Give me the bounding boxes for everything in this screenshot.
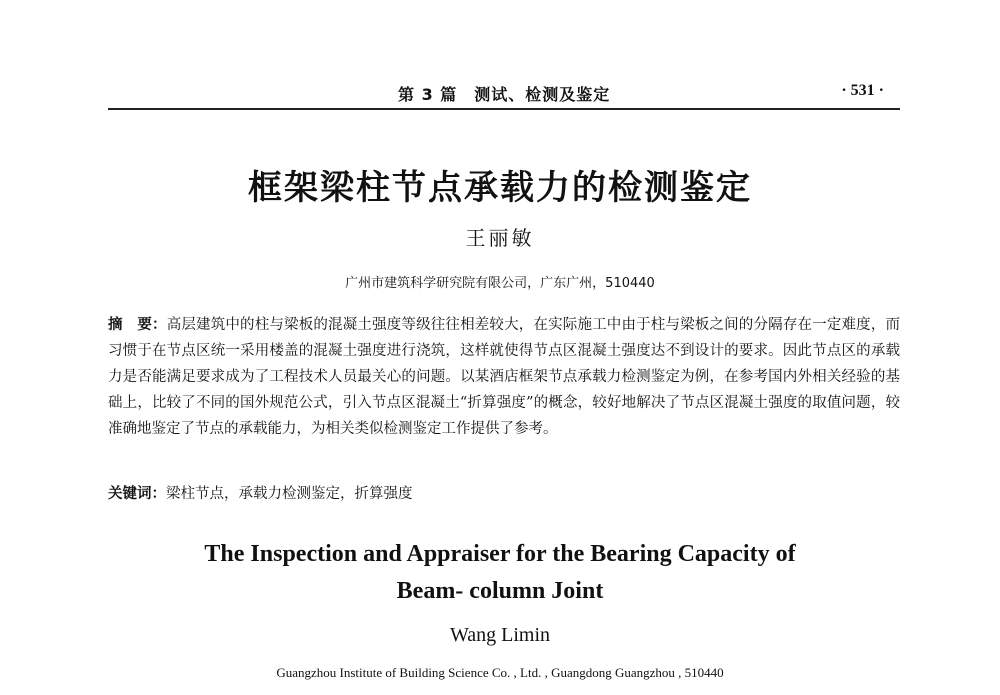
abstract-label: 摘 要： bbox=[108, 317, 167, 333]
keywords-text: 梁柱节点，承载力检测鉴定，折算强度 bbox=[166, 486, 413, 502]
paper-title-english bbox=[0, 536, 1000, 610]
keywords-label: 关键词： bbox=[108, 486, 166, 502]
abstract bbox=[108, 312, 900, 442]
author-english: Wang Limin bbox=[449, 624, 551, 646]
title-english-line-2: Beam- column Joint bbox=[396, 578, 604, 604]
affiliation-chinese: 广州市建筑科学研究院有限公司，广东广州，510440 bbox=[345, 276, 655, 291]
keywords bbox=[108, 482, 900, 503]
author-chinese: 王丽敏 bbox=[465, 226, 535, 250]
affiliation-english: Guangzhou Institute of Building Science Co. , Ltd. , Guangdong Guangzhou , 510440 bbox=[276, 665, 724, 680]
title-english-line-1: The Inspection and Appraiser for the Bearing Capacity of bbox=[204, 541, 796, 567]
page-header bbox=[108, 72, 900, 110]
abstract-text: 高层建筑中的柱与梁板的混凝土强度等级往往相差较大，在实际施工中由于柱与梁板之间的分隔存在一定难度，而习惯于在节点区统一采用楼盖的混凝土强度进行浇筑，这样就使得节点区混凝土强度达不到设计的要求。因此节点区的承载力是否能满足要求成为了工程技术人员最关心的问题。以某酒店框架节点承载力检测鉴定为例，在参考国内外相关经验的基础上，比较了不同的国外规范公式，引入节点区混凝土“折算强度”的概念，较好地解决了节点区混凝土强度的取值问题，较准确地鉴定了节点的承载能力，为相关类似检测鉴定工作提供了参考。 bbox=[108, 317, 901, 437]
paper-title-chinese: 框架梁柱节点承载力的检测鉴定 bbox=[248, 168, 752, 208]
section-title: 第 3 篇 测试、检测及鉴定 bbox=[398, 85, 611, 104]
page-number: · 531 · bbox=[841, 82, 884, 99]
